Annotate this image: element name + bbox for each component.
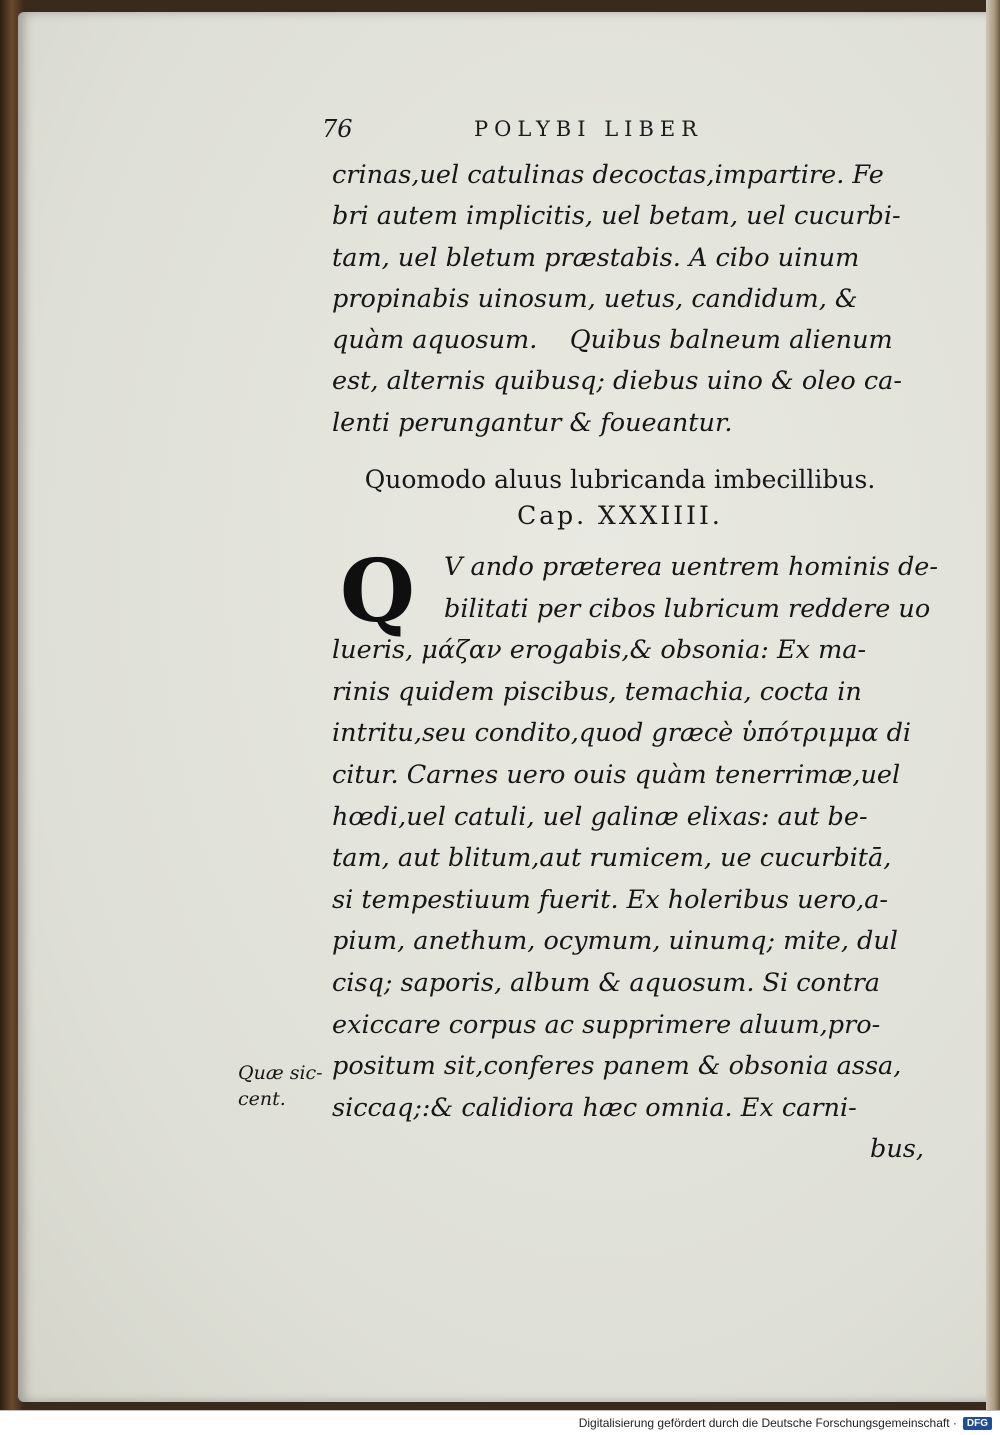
chapter-title: Quomodo aluus lubricanda imbecillibus. (364, 465, 876, 494)
margin-note-line: cent. (238, 1088, 286, 1110)
footer-bar (0, 1410, 1000, 1435)
text-line: bilitati per cibos lubricum reddere uo (444, 593, 931, 624)
text-line: bri autem implicitis, uel betam, uel cucurbi- (332, 201, 901, 232)
text-line: rinis quidem piscibus, temachia, cocta in (332, 676, 862, 707)
text-line: intritu,seu condito,quod græcè ὑπότριμμα di (332, 718, 912, 749)
text-line: lenti perungantur & foueantur. (332, 407, 733, 438)
page-number: 76 (322, 115, 353, 143)
text-line: citur. Carnes uero ouis quàm tenerrimæ,uel (332, 759, 901, 790)
funding-notice: Digitalisierung gefördert durch die Deutsche Forschungsgemeinschaft · (578, 1416, 957, 1430)
catchword: bus, (870, 1134, 924, 1165)
page-edge (986, 0, 1000, 1410)
margin-note-line: Quæ sic- (238, 1062, 323, 1084)
margin-note (238, 1060, 338, 1112)
text-line: hœdi,uel catuli, uel galinæ elixas: aut be- (332, 801, 868, 832)
text-line: positum sit,conferes panem & obsonia assa, (332, 1051, 902, 1082)
chapter-heading (330, 462, 910, 534)
text-line: V ando præterea uentrem hominis de- (444, 552, 939, 582)
text-line: exiccare corpus ac supprimere aluum,pro- (332, 1009, 881, 1040)
text-line: tam, uel bletum præstabis. A cibo uinum (332, 242, 860, 273)
text-line: quàm aquosum. Quibus balneum alienum (332, 325, 893, 356)
paragraph-1 (332, 155, 922, 444)
text-line: propinabis uinosum, uetus, candidum, & (332, 283, 858, 314)
text-line: si tempestiuum fuerit. Ex holeribus uero,a- (332, 884, 889, 915)
text-line: pium, anethum, ocymum, uinumq; mite, dul (332, 926, 898, 957)
running-title: POLYBI LIBER (474, 117, 704, 141)
text-line: siccaq;:& calidiora hæc omnia. Ex carni- (332, 1092, 857, 1123)
chapter-number: Cap. XXXIIII. (517, 501, 723, 530)
text-line: lueris, μάζαν erogabis,& obsonia: Ex ma- (332, 635, 867, 666)
running-head (322, 112, 782, 146)
text-line: est, alternis quibusq; diebus uino & oleo ca- (332, 366, 902, 397)
dfg-logo[interactable]: DFG (963, 1417, 992, 1430)
text-line: tam, aut blitum,aut rumicem, ue cucurbitā, (332, 843, 892, 874)
drop-capital: Q (340, 541, 415, 642)
paragraph-2 (332, 541, 939, 1171)
text-line: crinas,uel catulinas decoctas,impartire. Fe (332, 160, 884, 190)
text-line: cisq; saporis, album & aquosum. Si contra (332, 967, 880, 998)
